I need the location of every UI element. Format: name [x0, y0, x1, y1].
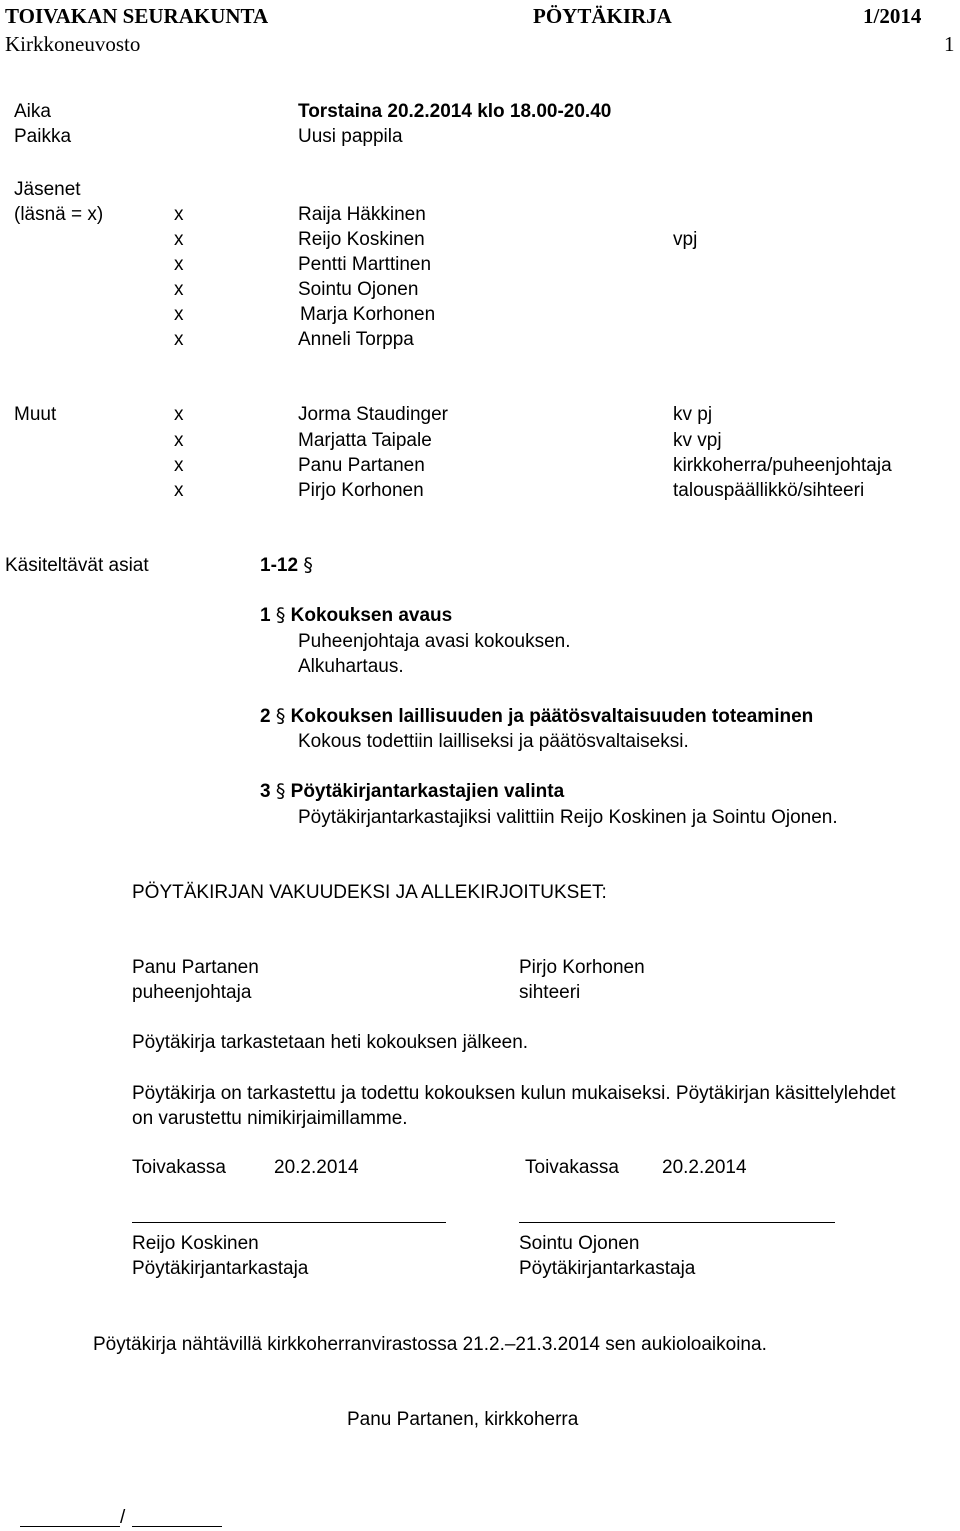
attendee-role: kv vpj — [673, 430, 722, 451]
attendee-role: talouspäällikkö/sihteeri — [673, 480, 865, 501]
secretary-name: Pirjo Korhonen — [519, 957, 645, 978]
member-name: Marja Korhonen — [300, 304, 436, 325]
attendance-mark: x — [174, 404, 184, 425]
signing-place-right: Toivakassa — [525, 1157, 619, 1178]
signatures-heading: PÖYTÄKIRJAN VAKUUDEKSI JA ALLEKIRJOITUKSET: — [132, 882, 607, 903]
governing-body: Kirkkoneuvosto — [5, 32, 141, 56]
attendance-mark: x — [174, 455, 184, 476]
member-name: Sointu Ojonen — [298, 279, 419, 300]
agenda-item-title: Kokouksen laillisuuden ja päätösvaltaisuuden toteaminen — [290, 706, 814, 727]
agenda-range — [260, 556, 313, 575]
document-number: 1/2014 — [863, 4, 922, 28]
agenda-item-title: Kokouksen avaus — [290, 605, 453, 626]
checker2-name: Sointu Ojonen — [519, 1233, 640, 1254]
page-number: 1 — [944, 32, 955, 56]
agenda-item-heading — [260, 606, 452, 625]
section-symbol: § — [303, 554, 313, 576]
agenda-item-text: Kokous todettiin lailliseksi ja päätösvaltaiseksi. — [298, 731, 689, 752]
members-label: Jäsenet — [14, 179, 81, 200]
signing-date-right: 20.2.2014 — [662, 1157, 747, 1178]
agenda-range-value: 1-12 — [260, 555, 299, 576]
agenda-item-text: Alkuhartaus. — [298, 656, 404, 677]
initials-separator: / — [120, 1507, 126, 1528]
section-symbol: § — [275, 604, 286, 626]
member-role: vpj — [673, 229, 698, 250]
chair-name: Panu Partanen — [132, 957, 259, 978]
agenda-item-number: 1 — [260, 605, 271, 626]
member-name: Raija Häkkinen — [298, 204, 426, 225]
agenda-item-title: Pöytäkirjantarkastajien valinta — [290, 781, 565, 802]
agenda-item-heading — [260, 707, 813, 726]
initials-line-right — [132, 1526, 222, 1527]
attendance-mark: x — [174, 430, 184, 451]
attendance-mark: x — [174, 229, 184, 250]
agenda-item-number: 2 — [260, 706, 271, 727]
notice-signer: Panu Partanen, kirkkoherra — [347, 1409, 579, 1430]
attendance-mark: x — [174, 279, 184, 300]
attendee-name: Panu Partanen — [298, 455, 425, 476]
attendee-role: kv pj — [673, 404, 713, 425]
others-label: Muut — [14, 404, 57, 425]
check-note: Pöytäkirja tarkastetaan heti kokouksen jälkeen. — [132, 1032, 529, 1053]
attendance-mark: x — [174, 254, 184, 275]
agenda-item-heading — [260, 782, 564, 801]
agenda-label: Käsiteltävät asiat — [5, 555, 149, 576]
attendance-mark: x — [174, 329, 184, 350]
time-value: Torstaina 20.2.2014 klo 18.00-20.40 — [298, 101, 612, 122]
section-symbol: § — [275, 780, 286, 802]
attendee-name: Marjatta Taipale — [298, 430, 432, 451]
attendance-mark: x — [174, 480, 184, 501]
member-name: Reijo Koskinen — [298, 229, 425, 250]
agenda-item-number: 3 — [260, 781, 271, 802]
agenda-item-text: Puheenjohtaja avasi kokouksen. — [298, 631, 571, 652]
member-name: Pentti Marttinen — [298, 254, 432, 275]
attendee-name: Jorma Staudinger — [298, 404, 448, 425]
organization-name: TOIVAKAN SEURAKUNTA — [5, 4, 269, 28]
verified-note: Pöytäkirja on tarkastettu ja todettu kokouksen kulun mukaiseksi. Pöytäkirjan käsittelylehdet on varustettu nimikirjaimillamme. — [132, 1083, 896, 1129]
chair-title: puheenjohtaja — [132, 982, 252, 1003]
attendee-name: Pirjo Korhonen — [298, 480, 424, 501]
place-value: Uusi pappila — [298, 126, 403, 147]
members-sublabel: (läsnä = x) — [14, 204, 104, 225]
signature-line-right — [519, 1222, 835, 1223]
time-label: Aika — [14, 101, 51, 122]
attendance-mark: x — [174, 304, 184, 325]
attendee-role: kirkkoherra/puheenjohtaja — [673, 455, 892, 476]
document-type: PÖYTÄKIRJA — [533, 4, 672, 28]
signing-date-left: 20.2.2014 — [274, 1157, 359, 1178]
availability-note: Pöytäkirja nähtävillä kirkkoherranvirastossa 21.2.–21.3.2014 sen aukioloaikoina. — [93, 1334, 767, 1355]
signing-place-left: Toivakassa — [132, 1157, 226, 1178]
section-symbol: § — [275, 705, 286, 727]
member-name: Anneli Torppa — [298, 329, 414, 350]
initials-line-left — [20, 1526, 120, 1527]
agenda-item-text: Pöytäkirjantarkastajiksi valittiin Reijo Koskinen ja Sointu Ojonen. — [298, 807, 838, 828]
checker1-name: Reijo Koskinen — [132, 1233, 259, 1254]
checker2-title: Pöytäkirjantarkastaja — [519, 1258, 696, 1279]
signature-line-left — [132, 1222, 446, 1223]
checker1-title: Pöytäkirjantarkastaja — [132, 1258, 309, 1279]
place-label: Paikka — [14, 126, 72, 147]
secretary-title: sihteeri — [519, 982, 581, 1003]
attendance-mark: x — [174, 204, 184, 225]
